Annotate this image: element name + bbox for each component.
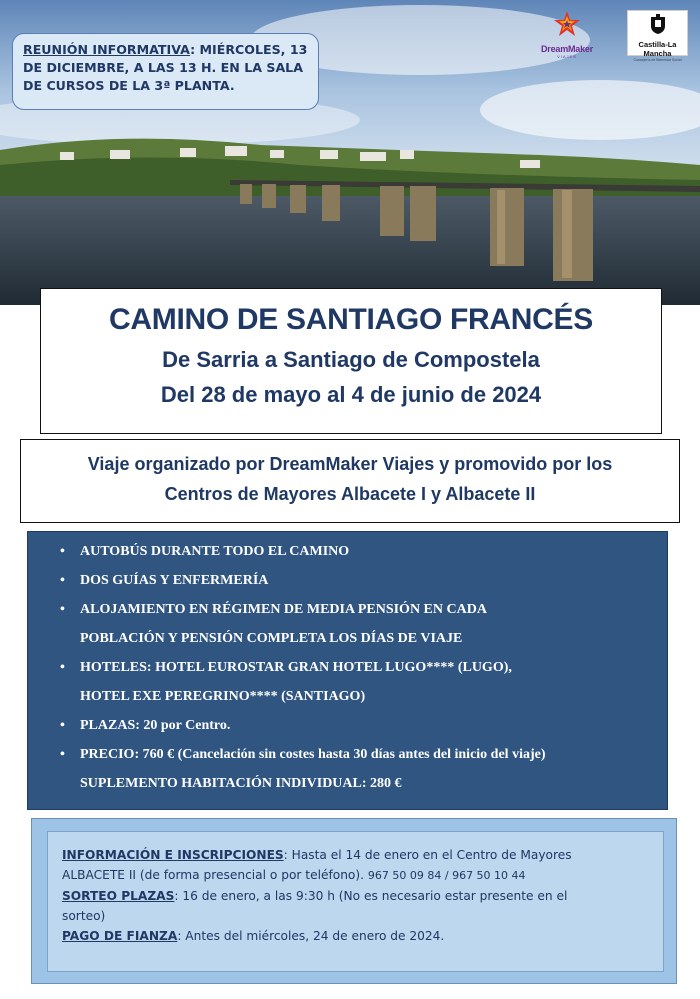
coat-of-arms-icon [649,13,667,35]
dreammaker-logo-text: DreamMaker [540,44,594,54]
sorteo-line [62,886,663,906]
inscripciones-line-2 [62,865,663,886]
meeting-label: REUNIÓN INFORMATIVA [23,42,191,57]
organizer-box [20,439,680,523]
meeting-note [12,33,319,110]
feature-line: SUPLEMENTO HABITACIÓN INDIVIDUAL: 280 € [80,776,402,791]
feature-line: PLAZAS: 20 por Centro. [80,718,231,733]
feature-line: POBLACIÓN Y PENSIÓN COMPLETA LOS DÍAS DE VIAJE [80,631,463,646]
feature-line: • ALOJAMIENTO EN RÉGIMEN DE MEDIA PENSIÓN EN CADA [80,602,487,617]
page-title: CAMINO DE SANTIAGO FRANCÉS [109,303,593,336]
fianza-line [62,926,663,946]
sorteo-label: SORTEO PLAZAS [62,889,175,903]
features-list [60,537,667,798]
feature-item [60,711,667,740]
feature-line: HOTEL EXE PEREGRINO**** (SANTIAGO) [80,689,366,704]
feature-item [60,595,667,653]
inscripciones-line [62,845,663,865]
fianza-label: PAGO DE FIANZA [62,929,178,943]
feature-line: AUTOBÚS DURANTE TODO EL CAMINO [80,544,350,559]
phone-numbers: 967 50 09 84 / 967 50 10 44 [367,869,526,882]
fianza-text: : Antes del miércoles, 24 de enero de 2024. [177,929,445,943]
feature-line: DOS GUÍAS Y ENFERMERÍA [80,573,269,588]
feature-item [60,740,667,798]
clm-logo-sub: Consejería de Bienestar Social [633,58,682,62]
star-icon [553,10,581,38]
inscripciones-text: : Hasta el 14 de enero en el Centro de Mayores [283,848,572,862]
route-subtitle: De Sarria a Santiago de Compostela [162,347,540,372]
castilla-la-mancha-logo [627,10,688,62]
feature-item [60,566,667,595]
info-box [31,818,677,984]
meeting-text: : MIÉRCOLES, 13 DE DICIEMBRE, A LAS 13 H. EN LA SALA DE CURSOS DE LA 3ª PLANTA. [23,42,308,93]
title-box [40,288,662,434]
organizer-line-2: Centros de Mayores Albacete I y Albacete II [164,484,536,504]
info-inner [47,831,664,972]
organizer-line-1: Viaje organizado por DreamMaker Viajes y promovido por los [87,454,613,474]
dreammaker-logo-sub: VIAJES [557,54,577,59]
inscripciones-text-2: ALBACETE II (de forma presencial o por teléfono). [62,868,368,882]
feature-item [60,537,667,566]
trip-dates: Del 28 de mayo al 4 de junio de 2024 [160,382,542,407]
sorteo-text: : 16 de enero, a las 9:30 h (No es necesario estar presente en el [174,889,568,903]
sorteo-line-2: sorteo) [62,909,106,923]
clm-logo-text: Castilla-La Mancha [638,40,677,58]
dreammaker-logo [532,10,602,58]
feature-item [60,653,667,711]
feature-line: • PRECIO: 760 € (Cancelación sin costes hasta 30 días antes del inicio del viaje) [80,747,546,762]
inscripciones-label: INFORMACIÓN E INSCRIPCIONES [62,848,284,862]
feature-line: • HOTELES: HOTEL EUROSTAR GRAN HOTEL LUGO**** (LUGO), [80,660,512,675]
features-box [27,531,668,810]
